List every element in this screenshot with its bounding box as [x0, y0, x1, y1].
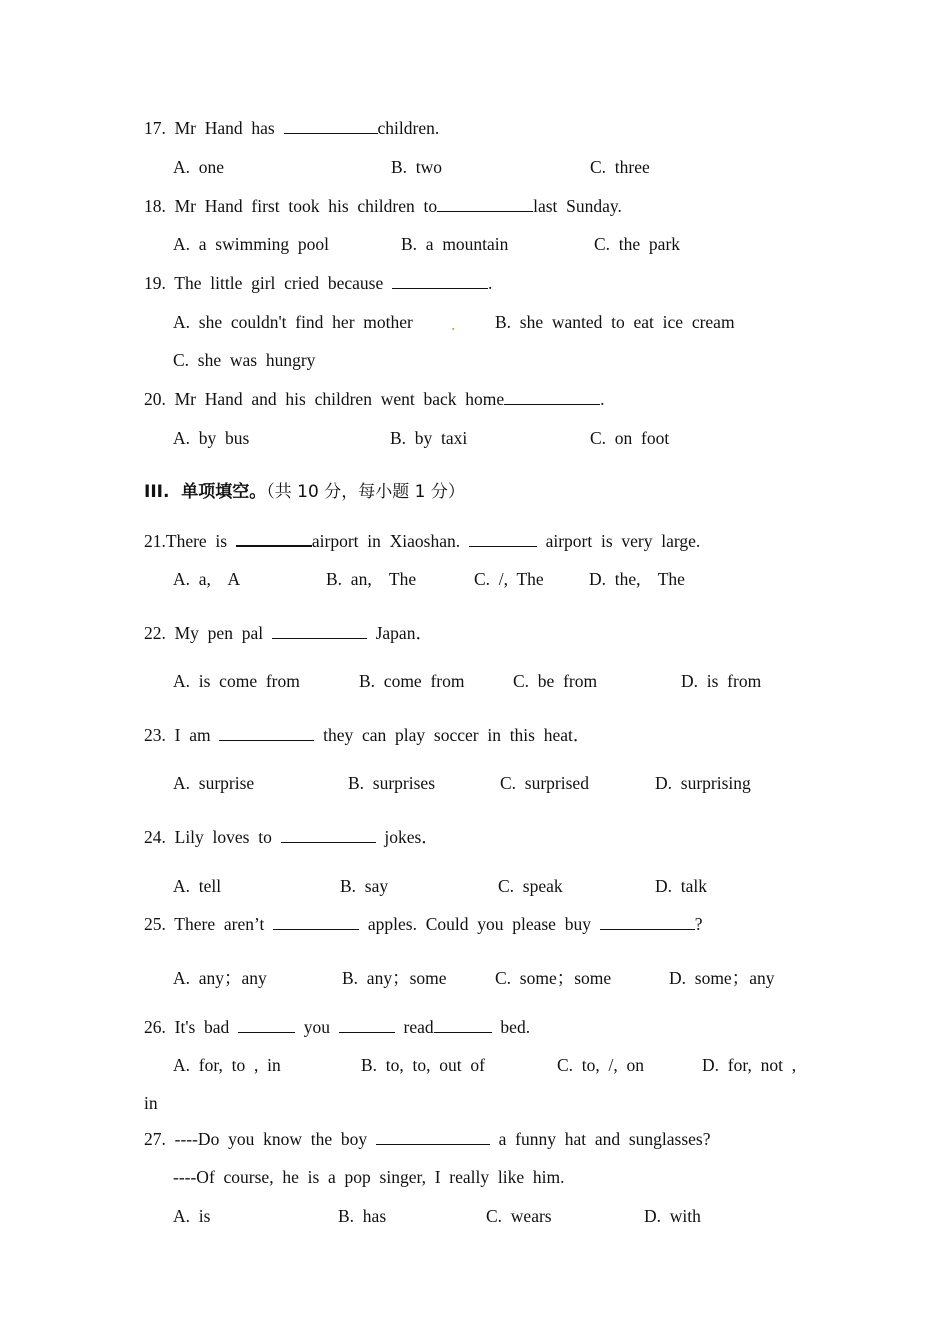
option-d: D. talk [655, 876, 708, 896]
option-a: A. is [173, 1206, 211, 1226]
answer-blank [437, 195, 533, 212]
stem-text: they can play soccer in this heat． [314, 725, 591, 745]
option-d: D. with [644, 1206, 701, 1226]
stem-text: . [488, 273, 493, 293]
option-d: D. for, not , [702, 1055, 797, 1075]
stem-text: 17. Mr Hand has [144, 118, 284, 138]
stem-text: 19. The little girl cried because [144, 273, 392, 293]
stem-text: 27. ----Do you know the boy [144, 1129, 376, 1149]
question-21-stem [144, 529, 700, 552]
stem-text: apples. Could you please buy [359, 914, 600, 934]
stem-text: 18. Mr Hand first took his children to [144, 196, 438, 216]
option-b: B. any；some [342, 968, 447, 988]
stem-text: airport in Xiaoshan. [311, 531, 469, 551]
section-title: III. 单项填空。 [144, 482, 267, 502]
stem-text: 26. It's bad [144, 1017, 239, 1037]
option-b: B. surprises [348, 773, 436, 793]
answer-blank [272, 622, 367, 639]
question-17-stem [144, 117, 439, 139]
option-a: A. tell [173, 876, 222, 896]
stem-text: 24. Lily loves to [144, 827, 281, 847]
answer-blank [392, 272, 488, 289]
question-23-stem [144, 724, 590, 746]
answer-blank [339, 1016, 395, 1033]
option-b: B. say [340, 876, 389, 896]
answer-blank [284, 117, 378, 134]
answer-blank [376, 1128, 490, 1145]
option-c: C. some；some [495, 968, 612, 988]
answer-blank [469, 530, 537, 547]
stem-text: ? [694, 914, 703, 934]
stem-text: 22. My pen pal [144, 623, 272, 643]
option-c: C. surprised [500, 773, 589, 793]
option-d: D. some；any [669, 968, 775, 988]
question-25-stem [144, 913, 702, 935]
stem-text: last Sunday. [533, 196, 622, 216]
option-d: D. is from [681, 671, 762, 691]
option-a: A. a, A [173, 569, 241, 589]
answer-blank [236, 529, 312, 547]
option-b: B. two [391, 157, 443, 177]
answer-blank [434, 1016, 492, 1033]
question-20-stem [144, 388, 605, 410]
question-27-stem [144, 1128, 711, 1150]
stem-text: you [295, 1017, 339, 1037]
option-d: D. surprising [655, 773, 751, 793]
option-d-wrap: in [144, 1093, 158, 1113]
option-c: C. to, /, on [557, 1055, 645, 1075]
stem-text: jokes． [375, 827, 439, 847]
option-b: B. a mountain [401, 234, 509, 254]
option-b: B. to, to, out of [361, 1055, 485, 1075]
option-b: B. come from [359, 671, 465, 691]
stray-dot: . [451, 314, 456, 334]
option-c: C. speak [498, 876, 563, 896]
option-b: B. has [338, 1206, 387, 1226]
option-c: C. /, The [474, 569, 544, 589]
stem-text: 20. Mr Hand and his children went back home [144, 389, 505, 409]
option-c: C. be from [513, 671, 598, 691]
stem-text: 25. There aren’t [144, 914, 274, 934]
option-a: A. she couldn't find her mother [173, 312, 413, 332]
option-b: B. by taxi [390, 428, 468, 448]
answer-blank [600, 913, 695, 930]
option-c: C. three [590, 157, 650, 177]
stem-text: children. [377, 118, 440, 138]
stem-text: Japan． [366, 623, 433, 643]
answer-blank [219, 724, 314, 741]
question-26-stem [144, 1016, 530, 1038]
option-b: B. she wanted to eat ice cream [495, 312, 735, 332]
option-a: A. one [173, 157, 225, 177]
stem-text: . [600, 389, 605, 409]
answer-blank [281, 826, 376, 843]
option-c: C. she was hungry [173, 350, 316, 370]
answer-blank [273, 913, 359, 930]
stem-text: airport is very large. [536, 531, 701, 551]
section-heading [144, 480, 465, 503]
option-b: B. an, The [326, 569, 417, 589]
option-a: A. surprise [173, 773, 255, 793]
question-27-reply: ----Of course, he is a pop singer, I really like him. [173, 1167, 565, 1187]
option-c: C. on foot [590, 428, 670, 448]
section-score-note: （共 10 分，每小题 1 分） [266, 482, 465, 502]
option-a: A. a swimming pool [173, 234, 330, 254]
stem-text: bed. [491, 1017, 531, 1037]
answer-blank [238, 1016, 295, 1033]
option-a: A. any；any [173, 968, 267, 988]
option-c: C. the park [594, 234, 681, 254]
option-a: A. for, to , in [173, 1055, 281, 1075]
stem-text: 23. I am [144, 725, 220, 745]
question-22-stem [144, 622, 433, 644]
option-c: C. wears [486, 1206, 552, 1226]
stem-text: read [394, 1017, 434, 1037]
option-a: A. is come from [173, 671, 300, 691]
question-24-stem [144, 826, 439, 848]
option-a: A. by bus [173, 428, 250, 448]
question-19-stem [144, 272, 492, 294]
question-18-stem [144, 195, 622, 217]
answer-blank [504, 388, 600, 405]
option-d: D. the, The [589, 569, 685, 589]
stem-text: a funny hat and sunglasses? [489, 1129, 711, 1149]
stem-text: 21.There is [144, 531, 236, 551]
